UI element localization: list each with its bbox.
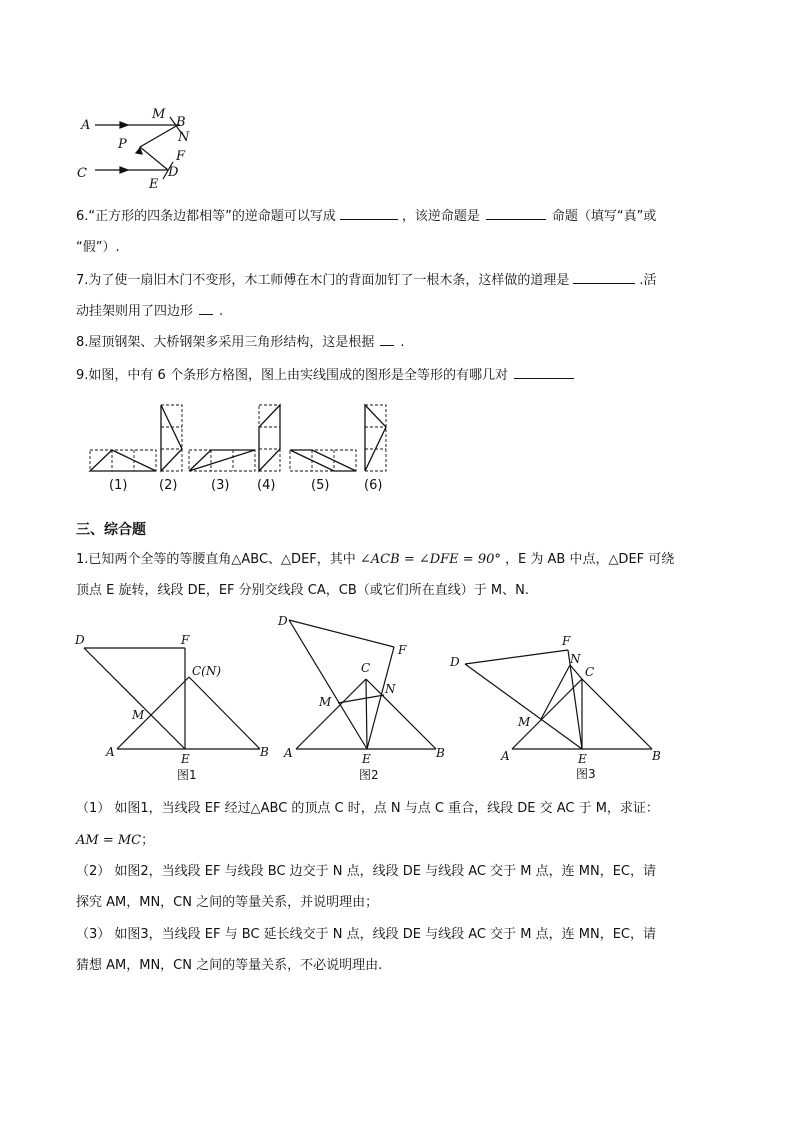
grid-caption-5: (5) [311, 478, 330, 493]
label-m: M [152, 107, 166, 122]
label-b: B [176, 115, 186, 130]
q7-blank-2[interactable] [199, 300, 213, 315]
grid-6-frame [365, 405, 386, 471]
fig3-label-a: A [501, 749, 510, 763]
fig3-caption: 图3 [576, 767, 596, 781]
fig1-label-f: F [181, 633, 190, 647]
fig1-label-m: M [132, 708, 145, 722]
arrow-head-p [136, 148, 142, 154]
fig2-label-b: B [436, 746, 445, 760]
grid-5-frame [290, 450, 356, 471]
fig2-label-f: F [398, 643, 407, 657]
label-n: N [178, 130, 190, 145]
label-e: E [149, 177, 159, 192]
grid-3-shape [189, 450, 255, 471]
grid-caption-1: (1) [109, 478, 128, 493]
problem-1-line-1 [76, 550, 674, 570]
fig3-label-b: B [652, 749, 661, 763]
grid-6-shape [365, 405, 386, 471]
q7-text-1: 7.为了使一扇旧木门不变形，木工师傅在木门的背面加钉了一根木条，这样做的道理是 [76, 273, 570, 288]
label-f: F [176, 149, 186, 164]
p1-text-1: 1.已知两个全等的等腰直角△ABC、△DEF，其中 [76, 552, 356, 567]
p1-math: ∠ACB = ∠DFE = 90° [359, 552, 501, 567]
sub-question-1-line-2 [76, 831, 154, 851]
grid-4-frame [259, 405, 280, 471]
q8-text-1: 8.屋顶钢架、大桥钢架多采用三角形结构，这是根据 [76, 335, 375, 350]
label-c: C [77, 166, 87, 181]
sq1-end: ； [141, 833, 155, 848]
arrow-figure [70, 100, 200, 195]
section-heading: 三、综合题 [76, 522, 146, 538]
q7-text-4: . [219, 304, 224, 319]
q7-line-2 [76, 300, 223, 322]
q7-text-3: 动挂架则用了四边形 [76, 304, 194, 319]
grid-caption-6: (6) [364, 478, 383, 493]
fig2-label-c: C [361, 661, 371, 675]
fig2-label-n: N [385, 682, 396, 696]
sub-question-3-line-2: 猜想 AM，MN，CN 之间的等量关系，不必说明理由. [76, 958, 383, 973]
grid-caption-2: (2) [159, 478, 178, 493]
sub-question-3: （3） 如图3，当线段 EF 与 BC 延长线交于 N 点，线段 DE 与线段 AC 交于 M 点，连 MN，EC，请 [76, 927, 656, 942]
q6-line-2: “假”）. [76, 240, 120, 255]
q6-text-2: ，该逆命题是 [401, 209, 480, 224]
sub-question-2: （2） 如图2，当线段 EF 与线段 BC 边交于 N 点，线段 DE 与线段 AC 交于 M 点，连 MN，EC，请 [76, 864, 656, 879]
fig2-label-e: E [362, 752, 371, 766]
q8-blank-1[interactable] [380, 331, 394, 346]
fig2-label-a: A [284, 746, 293, 760]
q6-text-3: 命题（填写“真”或 [551, 209, 657, 224]
fig1-label-a: A [106, 745, 115, 759]
q6-blank-2[interactable] [486, 205, 546, 220]
fig3-label-f: F [562, 634, 571, 648]
q7-text-2: .活 [639, 273, 657, 288]
grid-5-shape [290, 450, 356, 471]
question-8 [76, 331, 405, 353]
label-d: D [168, 165, 179, 180]
fig2-label-d: D [278, 614, 288, 628]
fig1-label-e: E [181, 752, 190, 766]
question-7 [76, 269, 657, 291]
grid-figures [85, 400, 395, 500]
fig1-label-d: D [75, 633, 85, 647]
grid-caption-3: (3) [211, 478, 230, 493]
label-a: A [81, 118, 91, 133]
p1-text-2: ，E 为 AB 中点，△DEF 可绕 [505, 552, 675, 567]
arrow-head-ab [120, 122, 128, 128]
sub-question-2-line-2: 探究 AM，MN，CN 之间的等量关系，并说明理由； [76, 895, 379, 910]
sub-question-1: （1） 如图1，当线段 EF 经过△ABC 的顶点 C 时，点 N 与点 C 重合，线段 DE 交 AC 于 M，求证： [76, 801, 659, 816]
arrow-head-cd [120, 167, 128, 173]
fig2-caption: 图2 [359, 768, 379, 782]
fig1-label-cn: C(N) [192, 664, 222, 678]
figure-3 [445, 628, 670, 788]
fig1-label-b: B [260, 745, 269, 759]
q8-text-2: . [400, 335, 405, 350]
fig2-label-m: M [319, 695, 332, 709]
fig3-label-e: E [578, 752, 587, 766]
q9-text-1: 9.如图，中有 6 个条形方格图，图上由实线围成的图形是全等形的有哪几对 [76, 368, 508, 383]
q6-text-1: 6.“正方形的四条边都相等”的逆命题可以写成 [76, 209, 336, 224]
fig3-label-n: N [570, 652, 581, 666]
fig3-label-d: D [450, 655, 460, 669]
question-6 [76, 205, 656, 227]
grid-2-shape [161, 405, 182, 471]
fig3-label-m: M [518, 715, 531, 729]
q9-blank-1[interactable] [514, 364, 574, 379]
problem-1-line-2: 顶点 E 旋转，线段 DE，EF 分别交线段 CA，CB（或它们所在直线）于 M、N. [76, 583, 529, 598]
question-9 [76, 364, 574, 386]
sq1-math: AM = MC [76, 833, 142, 848]
figure-2 [275, 612, 455, 787]
label-p: P [118, 137, 127, 152]
fig3-label-c: C [585, 665, 595, 679]
grid-4-shape [259, 405, 280, 471]
grid-1-shape [90, 450, 156, 471]
figure-1 [70, 625, 280, 785]
q7-blank-1[interactable] [573, 269, 635, 284]
fig1-caption: 图1 [177, 768, 197, 782]
grid-1-frame [90, 450, 156, 471]
grid-2-frame [161, 405, 182, 471]
grid-caption-4: (4) [257, 478, 276, 493]
q6-blank-1[interactable] [340, 205, 398, 220]
